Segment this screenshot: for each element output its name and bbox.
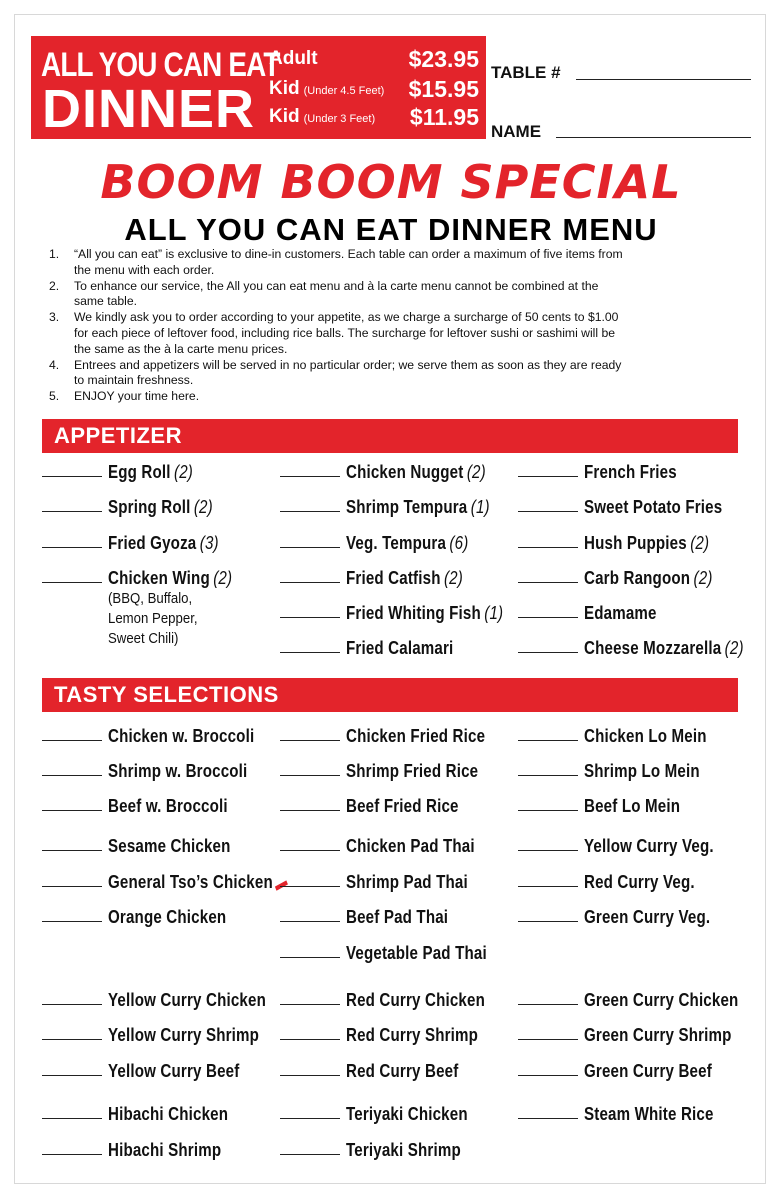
item-label — [108, 568, 232, 589]
title-line2: DINNER — [42, 79, 256, 139]
menu-item — [518, 638, 743, 660]
menu-item — [42, 1140, 267, 1162]
rule-item — [44, 358, 734, 390]
item-order-blank[interactable] — [518, 775, 578, 776]
item-order-blank[interactable] — [518, 850, 578, 851]
price-label: Kid (Under 4.5 Feet) — [269, 78, 385, 99]
item-order-blank[interactable] — [42, 1004, 102, 1005]
item-name: Red Curry Beef — [346, 1061, 459, 1081]
item-label — [346, 497, 490, 518]
menu-item — [280, 872, 505, 894]
rules-list — [44, 247, 734, 405]
price-row-kid-3 — [269, 106, 479, 134]
item-name: Red Curry Chicken — [346, 990, 485, 1010]
item-name: Shrimp Fried Rice — [346, 761, 479, 781]
item-label — [584, 872, 695, 893]
item-order-blank[interactable] — [42, 775, 102, 776]
item-order-blank[interactable] — [280, 921, 340, 922]
item-quantity: (2) — [213, 568, 233, 588]
item-name: Carb Rangoon — [584, 568, 691, 588]
item-name: Steam White Rice — [584, 1104, 714, 1124]
menu-item — [518, 872, 743, 894]
item-order-blank[interactable] — [280, 476, 340, 477]
item-name: Green Curry Beef — [584, 1061, 712, 1081]
item-order-blank[interactable] — [42, 547, 102, 548]
item-order-blank[interactable] — [42, 1075, 102, 1076]
rule-text-line: ENJOY your time here. — [74, 389, 200, 404]
item-name: Red Curry Shrimp — [346, 1025, 479, 1045]
item-name: General Tso’s Chicken — [108, 872, 273, 892]
item-name: Orange Chicken — [108, 907, 227, 927]
item-label — [346, 907, 448, 928]
item-label — [584, 638, 744, 659]
item-label — [108, 761, 247, 782]
item-name: Beef Pad Thai — [346, 907, 449, 927]
menu-item — [518, 568, 743, 590]
item-quantity: (2) — [466, 462, 486, 482]
item-label — [108, 907, 226, 928]
rule-text-line: same table. — [74, 294, 138, 309]
item-name: Vegetable Pad Thai — [346, 943, 487, 963]
item-name: Chicken Pad Thai — [346, 836, 475, 856]
item-order-blank[interactable] — [280, 740, 340, 741]
rule-number: 1. — [49, 247, 60, 261]
item-name: Yellow Curry Shrimp — [108, 1025, 260, 1045]
item-name: Beef Fried Rice — [346, 796, 459, 816]
item-order-blank[interactable] — [280, 957, 340, 958]
menu-item — [518, 462, 743, 484]
menu-item — [280, 761, 505, 783]
item-quantity: (6) — [449, 533, 469, 553]
menu-item — [518, 1061, 743, 1083]
item-name: Teriyaki Shrimp — [346, 1140, 461, 1160]
item-label — [108, 836, 231, 857]
menu-item — [42, 990, 267, 1012]
item-label — [346, 1140, 461, 1161]
item-name: Sesame Chicken — [108, 836, 231, 856]
item-name: Green Curry Veg. — [584, 907, 711, 927]
rule-text-line: To enhance our service, the All you can eat menu and à la carte menu cannot be combined at the — [74, 278, 599, 293]
item-label — [108, 1104, 228, 1125]
item-order-blank[interactable] — [280, 1004, 340, 1005]
menu-item — [42, 836, 267, 858]
menu-item — [42, 568, 267, 647]
item-label — [584, 796, 680, 817]
item-order-blank[interactable] — [42, 1039, 102, 1040]
price-label: Adult — [269, 48, 318, 69]
item-label — [584, 990, 738, 1011]
item-label — [584, 1025, 732, 1046]
name-label: NAME — [491, 122, 542, 141]
item-order-blank[interactable] — [518, 582, 578, 583]
item-order-blank[interactable] — [518, 921, 578, 922]
item-order-blank[interactable] — [280, 1154, 340, 1155]
item-order-blank[interactable] — [518, 652, 578, 653]
item-name: Chicken w. Broccoli — [108, 726, 255, 746]
item-label — [584, 603, 657, 624]
menu-item — [42, 1104, 267, 1126]
rule-text-line: Entrees and appetizers will be served in no particular order; we serve them as soon as they are ready — [74, 357, 622, 372]
item-label — [346, 603, 503, 624]
item-order-blank[interactable] — [518, 1118, 578, 1119]
table-number-label: TABLE # — [491, 63, 561, 82]
menu-item — [518, 990, 743, 1012]
menu-item — [280, 796, 505, 818]
appetizer-title: APPETIZER — [54, 423, 182, 448]
item-name: Shrimp Pad Thai — [346, 872, 468, 892]
menu-item — [42, 907, 267, 929]
menu-item — [280, 533, 505, 555]
item-name: Teriyaki Chicken — [346, 1104, 468, 1124]
rule-text-line: We kindly ask you to order according to your appetite, as we charge a surcharge of 50 cents to $1.00 — [74, 310, 619, 325]
item-label — [346, 872, 468, 893]
item-quantity: (1) — [484, 603, 504, 623]
menu-item — [42, 533, 267, 555]
item-name: Chicken Lo Mein — [584, 726, 707, 746]
tasty-title: TASTY SELECTIONS — [54, 682, 279, 707]
price-row-adult — [269, 48, 479, 76]
item-quantity: (2) — [193, 497, 213, 517]
rule-item — [44, 389, 734, 405]
item-name: Shrimp Lo Mein — [584, 761, 700, 781]
item-name: Shrimp Tempura — [346, 497, 468, 517]
menu-item — [280, 907, 505, 929]
item-label — [108, 726, 254, 747]
item-order-blank[interactable] — [280, 1075, 340, 1076]
item-label — [346, 462, 486, 483]
menu-item — [280, 638, 505, 660]
menu-item — [280, 1061, 505, 1083]
item-label — [346, 1025, 478, 1046]
menu-item — [280, 1025, 505, 1047]
item-order-blank[interactable] — [518, 1039, 578, 1040]
appetizer-section-bar — [42, 419, 738, 453]
menu-item — [280, 497, 505, 519]
menu-item — [42, 726, 267, 748]
price-value: $23.95 — [408, 46, 479, 72]
table-number-field[interactable] — [576, 79, 751, 80]
menu-item — [280, 1104, 505, 1126]
item-order-blank[interactable] — [42, 810, 102, 811]
item-quantity: (2) — [690, 533, 710, 553]
rule-text-line: to maintain freshness. — [74, 373, 194, 388]
item-label — [346, 796, 459, 817]
item-order-blank[interactable] — [518, 476, 578, 477]
menu-item — [42, 462, 267, 484]
item-order-blank[interactable] — [280, 511, 340, 512]
price-value: $15.95 — [408, 76, 479, 102]
item-label — [584, 497, 722, 518]
rule-text-line: the menu with each order. — [74, 262, 215, 277]
item-label — [108, 1140, 221, 1161]
item-order-blank[interactable] — [280, 850, 340, 851]
item-order-blank[interactable] — [280, 886, 340, 887]
rule-item — [44, 247, 734, 279]
item-order-blank[interactable] — [42, 582, 102, 583]
item-name: Beef w. Broccoli — [108, 796, 228, 816]
item-label — [346, 1061, 458, 1082]
menu-item — [42, 872, 290, 895]
item-name: Chicken Fried Rice — [346, 726, 486, 746]
item-label — [346, 990, 485, 1011]
menu-item — [518, 497, 743, 519]
item-order-blank[interactable] — [42, 740, 102, 741]
item-quantity: (2) — [693, 568, 713, 588]
rule-text-line: for each piece of leftover food, including rice balls. The surcharge for leftover sushi or sashimi will be — [74, 325, 616, 340]
item-label — [346, 836, 475, 857]
menu-item — [280, 568, 505, 590]
item-label — [346, 1104, 468, 1125]
item-order-blank[interactable] — [280, 547, 340, 548]
menu-item — [42, 796, 267, 818]
item-label — [108, 497, 213, 518]
item-label — [584, 836, 714, 857]
item-label — [346, 726, 485, 747]
item-label — [584, 1104, 714, 1125]
item-label — [108, 796, 228, 817]
item-label — [108, 462, 193, 483]
item-name: Hush Puppies — [584, 533, 687, 553]
menu-item — [280, 462, 505, 484]
item-name: Edamame — [584, 603, 657, 623]
item-quantity: (2) — [724, 638, 744, 658]
item-order-blank[interactable] — [42, 511, 102, 512]
item-label — [346, 568, 463, 589]
item-name: French Fries — [584, 462, 677, 482]
rule-item — [44, 279, 734, 311]
item-name: Sweet Potato Fries — [584, 497, 723, 517]
item-label — [108, 872, 290, 895]
menu-item — [518, 533, 743, 555]
price-box — [31, 36, 486, 139]
item-name: Egg Roll — [108, 462, 171, 482]
menu-title: ALL YOU CAN EAT DINNER MENU — [124, 212, 658, 247]
rule-number: 2. — [49, 278, 60, 293]
menu-item — [518, 726, 743, 748]
item-order-blank[interactable] — [518, 740, 578, 741]
item-label — [108, 990, 266, 1011]
item-order-blank[interactable] — [518, 1075, 578, 1076]
item-label — [584, 1061, 712, 1082]
item-name: Yellow Curry Beef — [108, 1061, 240, 1081]
menu-item — [518, 603, 743, 625]
item-label — [346, 761, 478, 782]
item-order-blank[interactable] — [280, 1039, 340, 1040]
item-order-blank[interactable] — [280, 775, 340, 776]
item-order-blank[interactable] — [518, 547, 578, 548]
item-name: Yellow Curry Veg. — [584, 836, 714, 856]
item-name: Hibachi Chicken — [108, 1104, 229, 1124]
item-order-blank[interactable] — [518, 886, 578, 887]
item-label — [584, 568, 713, 589]
item-order-blank[interactable] — [280, 582, 340, 583]
menu-item — [280, 726, 505, 748]
price-value: $11.95 — [409, 104, 479, 130]
item-order-blank[interactable] — [42, 886, 102, 887]
rule-number: 4. — [49, 357, 60, 372]
item-label — [346, 943, 487, 964]
name-field[interactable] — [556, 137, 751, 138]
item-name: Fried Catfish — [346, 568, 441, 588]
item-name: Red Curry Veg. — [584, 872, 695, 892]
item-label — [346, 533, 468, 554]
item-name: Fried Whiting Fish — [346, 603, 481, 623]
item-name: Fried Gyoza — [108, 533, 197, 553]
menu-item — [518, 836, 743, 858]
menu-item — [280, 603, 505, 625]
menu-item — [518, 796, 743, 818]
menu-item — [280, 836, 505, 858]
menu-item — [42, 497, 267, 519]
item-name: Chicken Wing — [108, 568, 210, 588]
item-name: Green Curry Shrimp — [584, 1025, 732, 1045]
special-title: BOOM BOOM SPECIAL — [100, 155, 682, 209]
rule-text-line: the same as the à la carte menu prices. — [74, 341, 288, 356]
menu-item — [280, 1140, 505, 1162]
item-order-blank[interactable] — [518, 617, 578, 618]
menu-item — [518, 1025, 743, 1047]
rule-number: 5. — [49, 389, 60, 404]
rule-item — [44, 310, 734, 357]
item-name: Cheese Mozzarella — [584, 638, 722, 658]
menu-item — [518, 907, 743, 929]
menu-item — [42, 1061, 267, 1083]
price-label: Kid (Under 3 Feet) — [269, 106, 376, 127]
item-name: Fried Calamari — [346, 638, 454, 658]
item-name: Green Curry Chicken — [584, 990, 739, 1010]
menu-item — [280, 943, 505, 965]
item-order-blank[interactable] — [280, 617, 340, 618]
item-sub-text: (BBQ, Buffalo, — [108, 590, 193, 607]
item-order-blank[interactable] — [42, 850, 102, 851]
item-name: Hibachi Shrimp — [108, 1140, 222, 1160]
item-name: Veg. Tempura — [346, 533, 447, 553]
item-label — [584, 726, 707, 747]
item-label — [346, 638, 453, 659]
item-label — [108, 533, 219, 554]
item-sub-text: Sweet Chili) — [108, 630, 179, 647]
title-line1: ALL YOU CAN EAT — [41, 46, 280, 84]
tasty-section-bar — [42, 678, 738, 712]
item-order-blank[interactable] — [42, 1154, 102, 1155]
item-order-blank[interactable] — [280, 810, 340, 811]
item-quantity: (3) — [199, 533, 219, 553]
item-order-blank[interactable] — [518, 511, 578, 512]
menu-item — [42, 1025, 267, 1047]
item-order-blank[interactable] — [42, 1118, 102, 1119]
item-quantity: (2) — [443, 568, 463, 588]
item-label — [584, 761, 700, 782]
item-order-blank[interactable] — [280, 652, 340, 653]
item-order-blank[interactable] — [42, 921, 102, 922]
menu-item — [42, 761, 267, 783]
item-order-blank[interactable] — [518, 1004, 578, 1005]
item-label — [108, 1025, 259, 1046]
item-name: Shrimp w. Broccoli — [108, 761, 248, 781]
item-order-blank[interactable] — [280, 1118, 340, 1119]
item-label — [584, 533, 709, 554]
item-order-blank[interactable] — [42, 476, 102, 477]
item-order-blank[interactable] — [518, 810, 578, 811]
menu-item — [280, 990, 505, 1012]
item-name: Yellow Curry Chicken — [108, 990, 266, 1010]
menu-item — [518, 761, 743, 783]
price-row-kid-4-5 — [269, 78, 479, 106]
item-label — [108, 1061, 239, 1082]
item-name: Chicken Nugget — [346, 462, 464, 482]
rule-text-line: “All you can eat” is exclusive to dine-in customers. Each table can order a maximum of five items from — [74, 247, 623, 261]
item-label — [584, 462, 677, 483]
item-quantity: (1) — [470, 497, 490, 517]
rule-number: 3. — [49, 310, 60, 325]
item-name: Spring Roll — [108, 497, 191, 517]
item-sub-text: Lemon Pepper, — [108, 610, 198, 627]
chili-pepper-icon: ▬ — [272, 872, 290, 895]
item-name: Beef Lo Mein — [584, 796, 681, 816]
item-quantity: (2) — [174, 462, 194, 482]
menu-item — [518, 1104, 743, 1126]
item-label — [584, 907, 710, 928]
